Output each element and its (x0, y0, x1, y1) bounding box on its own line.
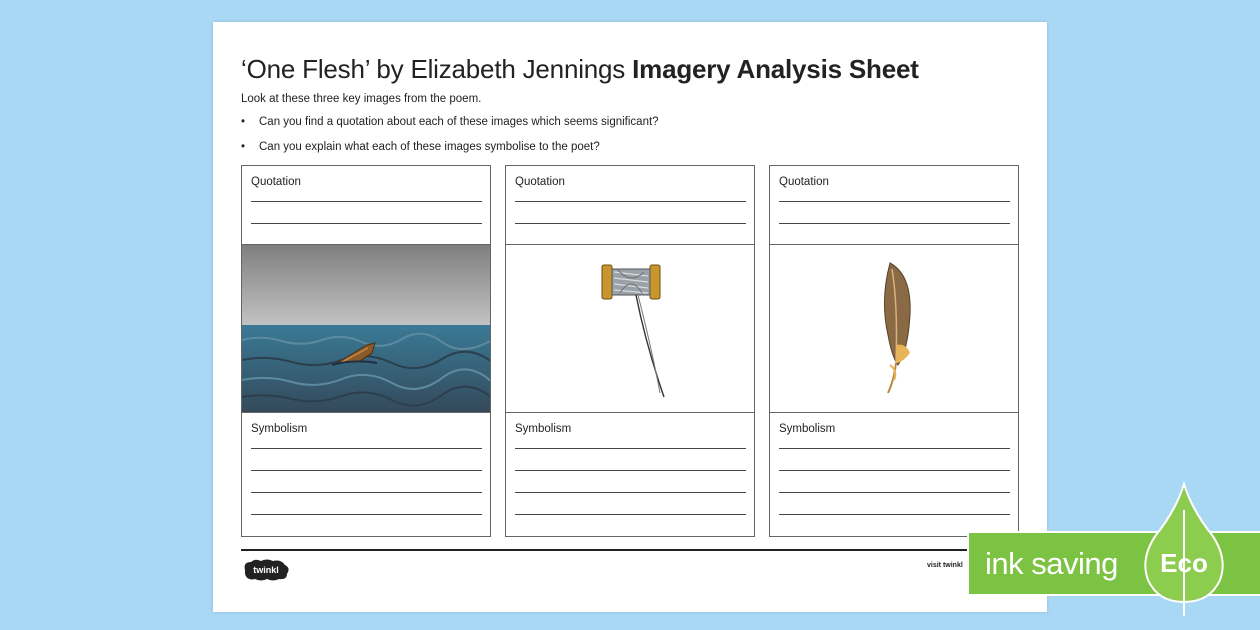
writing-line (779, 201, 1010, 202)
feather-image (770, 245, 1018, 413)
quotation-box[interactable] (242, 166, 490, 245)
writing-line (779, 448, 1010, 449)
writing-line (779, 223, 1010, 224)
spool-of-thread-icon (506, 245, 754, 413)
sea-image (242, 245, 490, 413)
ink-saving-label: ink saving (985, 546, 1118, 581)
writing-line (779, 492, 1010, 493)
writing-line (251, 514, 482, 515)
bullet-marker: • (241, 141, 246, 153)
writing-line (779, 470, 1010, 471)
worksheet (213, 22, 1047, 612)
image-column-feather (769, 165, 1019, 537)
writing-line (515, 448, 746, 449)
eco-drop (1140, 480, 1240, 625)
symbolism-label: Symbolism (779, 423, 836, 435)
twinkl-logo-icon (241, 558, 291, 582)
symbolism-label: Symbolism (515, 423, 572, 435)
visit-link[interactable]: visit twinkl (927, 562, 963, 569)
symbolism-box[interactable] (506, 413, 754, 538)
page-title (241, 54, 919, 85)
bullet-quotation (241, 116, 659, 128)
quotation-label: Quotation (779, 176, 829, 188)
symbolism-box[interactable] (770, 413, 1018, 538)
intro-text: Look at these three key images from the poem. (241, 93, 482, 105)
writing-line (251, 201, 482, 202)
symbolism-box[interactable] (242, 413, 490, 538)
quotation-box[interactable] (770, 166, 1018, 245)
feather-icon (770, 245, 1018, 413)
logo-text: twinkl (253, 565, 279, 575)
image-column-thread (505, 165, 755, 537)
quotation-box[interactable] (506, 166, 754, 245)
footer-divider (241, 549, 1019, 551)
quotation-label: Quotation (515, 176, 565, 188)
writing-line (515, 514, 746, 515)
writing-line (515, 470, 746, 471)
writing-line (515, 201, 746, 202)
bullet-text: Can you find a quotation about each of these images which seems significant? (259, 116, 659, 128)
writing-line (251, 448, 482, 449)
thread-image (506, 245, 754, 413)
writing-line (779, 514, 1010, 515)
sea-driftwood-icon (242, 245, 490, 413)
writing-line (251, 470, 482, 471)
symbolism-label: Symbolism (251, 423, 308, 435)
bullet-marker: • (241, 116, 246, 128)
eco-drop-icon (1140, 480, 1240, 620)
title-bold: Imagery Analysis Sheet (632, 54, 919, 84)
writing-line (515, 492, 746, 493)
quotation-label: Quotation (251, 176, 301, 188)
title-prefix: ‘One Flesh’ by Elizabeth Jennings (241, 54, 633, 84)
eco-text: Eco (1160, 548, 1208, 578)
writing-line (515, 223, 746, 224)
twinkl-logo (241, 558, 291, 587)
image-column-sea (241, 165, 491, 537)
bullet-symbolism (241, 141, 600, 153)
writing-line (251, 492, 482, 493)
bullet-text: Can you explain what each of these images symbolise to the poet? (259, 141, 600, 153)
writing-line (251, 223, 482, 224)
